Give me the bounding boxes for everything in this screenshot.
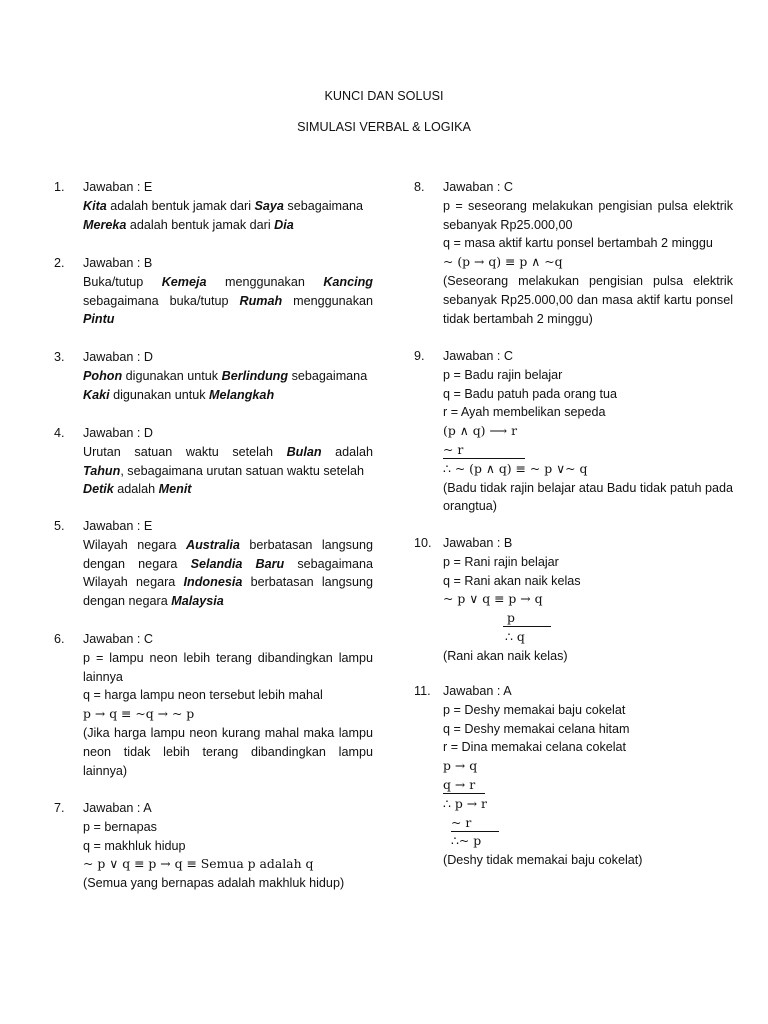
answer-label: Jawaban : A — [83, 801, 152, 815]
logic-formula: ~ p ∨ q ≡ p → q — [443, 591, 543, 607]
variable-r: r = Ayah membelikan sepeda — [443, 405, 606, 420]
step-5: ∴~ p — [451, 833, 482, 849]
item-number: 8. — [414, 180, 425, 194]
explanation-line: Tahun, sebagaimana urutan satuan waktu setelah — [83, 463, 364, 478]
explanation-line: dengan negara Malaysia — [83, 594, 224, 609]
item-number: 9. — [414, 349, 425, 363]
premise-1: (p ∧ q) ⟶ r — [443, 423, 518, 439]
step-2: q → r — [443, 776, 733, 795]
item-number: 3. — [54, 350, 65, 364]
premise-2: ~ r — [443, 441, 733, 460]
variable-p: p = bernapas — [83, 819, 157, 834]
explanation-line: dengan negara Selandia Baru sebagaimana — [83, 556, 373, 571]
item-number: 2. — [54, 256, 65, 270]
variable-p: p = Rani rajin belajar — [443, 554, 559, 569]
answer-label: Jawaban : B — [83, 256, 153, 270]
conclusion-text: (Deshy tidak memakai baju cokelat) — [443, 853, 643, 868]
explanation-line: Pohon digunakan untuk Berlindung sebagaimana — [83, 368, 368, 383]
variable-q: q = Badu patuh pada orang tua — [443, 386, 618, 401]
answer-label: Jawaban : C — [83, 632, 154, 646]
explanation-line: Kita adalah bentuk jamak dari Saya sebagaimana — [83, 198, 364, 213]
explanation-line: Wilayah negara Indonesia berbatasan langsung — [83, 575, 373, 590]
item-number: 11. — [414, 684, 431, 698]
logic-formula: p → q ≡ ~q → ~ p — [83, 706, 195, 722]
explanation-line: Kaki digunakan untuk Melangkah — [83, 387, 275, 402]
variable-p: p = lampu neon lebih terang dibandingkan lampu lainnya — [83, 650, 373, 684]
logic-formula: ~ (p → q) ≡ p ∧ ~q — [443, 254, 563, 270]
variable-p: p = Badu rajin belajar — [443, 367, 563, 382]
item-number: 1. — [54, 180, 65, 194]
variable-p: p = seseorang melakukan pengisian pulsa elektrik sebanyak Rp25.000,00 — [443, 198, 733, 232]
step-4: ~ r — [443, 814, 733, 833]
answer-label: Jawaban : C — [443, 180, 514, 194]
explanation-line: Wilayah negara Australia berbatasan langsung — [83, 537, 373, 552]
variable-q: q = Deshy memakai celana hitam — [443, 721, 630, 736]
answer-label: Jawaban : B — [443, 536, 513, 550]
variable-q: q = Rani akan naik kelas — [443, 573, 581, 588]
explanation-line: Detik adalah Menit — [83, 482, 192, 497]
conclusion-text: (Rani akan naik kelas) — [443, 648, 568, 663]
item-number: 7. — [54, 801, 65, 815]
explanation-line: Buka/tutup Kemeja menggunakan Kancing — [83, 274, 373, 289]
conclusion-text: (Badu tidak rajin belajar atau Badu tidak patuh pada orangtua) — [443, 480, 733, 514]
variable-q: q = harga lampu neon tersebut lebih mahal — [83, 688, 323, 703]
explanation-line: Mereka adalah bentuk jamak dari Dia — [83, 217, 294, 232]
step-1: p → q — [443, 758, 478, 774]
variable-q: q = masa aktif kartu ponsel bertambah 2 minggu — [443, 236, 713, 251]
document-subtitle: SIMULASI VERBAL & LOGIKA — [297, 120, 471, 134]
syllogism-result: ∴ ~ (p ∧ q) ≡ ~ p ∨~ q — [443, 460, 588, 476]
answer-label: Jawaban : C — [443, 349, 514, 363]
answer-label: Jawaban : E — [83, 519, 153, 533]
item-number: 10. — [414, 536, 432, 550]
explanation-line: sebagaimana buka/tutup Rumah menggunakan — [83, 293, 373, 308]
conclusion-text: (Semua yang bernapas adalah makhluk hidup) — [83, 876, 345, 891]
variable-r: r = Dina memakai celana cokelat — [443, 740, 627, 755]
document-title: KUNCI DAN SOLUSI — [324, 89, 444, 103]
variable-q: q = makhluk hidup — [83, 838, 186, 853]
explanation-line: Urutan satuan waktu setelah Bulan adalah — [83, 444, 373, 459]
premise: p — [443, 609, 733, 628]
logic-formula: ~ p ∨ q ≡ p → q ≡ Semua p adalah q — [83, 856, 314, 872]
item-number: 4. — [54, 426, 65, 440]
answer-label: Jawaban : D — [83, 426, 154, 440]
answer-label: Jawaban : A — [443, 684, 512, 698]
variable-p: p = Deshy memakai baju cokelat — [443, 702, 626, 717]
answer-label: Jawaban : E — [83, 180, 153, 194]
explanation-line: Pintu — [83, 312, 115, 327]
answer-label: Jawaban : D — [83, 350, 154, 364]
conclusion-text: (Seseorang melakukan pengisian pulsa elektrik sebanyak Rp25.000,00 dan masa aktif kartu ponsel tidak bertambah 2 minggu) — [443, 273, 733, 326]
step-3: ∴ p → r — [443, 795, 487, 811]
syllogism-result: ∴ q — [505, 628, 525, 644]
item-number: 6. — [54, 632, 65, 646]
item-number: 5. — [54, 519, 65, 533]
conclusion-text: (Jika harga lampu neon kurang mahal maka lampu neon tidak lebih terang dibandingkan lampu lainnya) — [83, 725, 373, 778]
